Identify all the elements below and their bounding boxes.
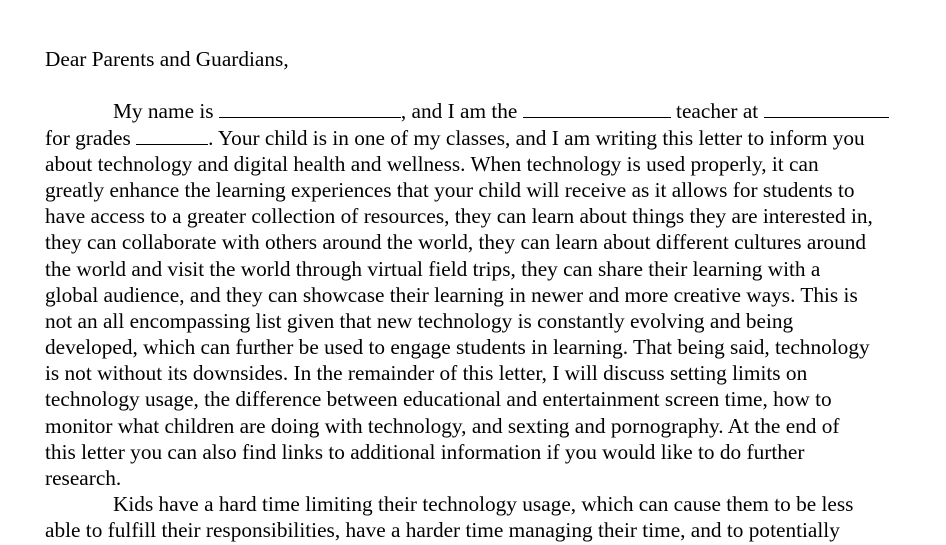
paragraph-line: Kids have a hard time limiting their technology usage, which can cause them to be less — [113, 492, 854, 517]
paragraph-line: have access to a greater collection of resources, they can learn about things they are interested in, — [45, 204, 873, 229]
paragraph-line: monitor what children are doing with technology, and sexting and pornography. At the end of — [45, 413, 840, 438]
paragraph-line: greatly enhance the learning experiences that your child will receive as it allows for students to — [45, 177, 855, 202]
paragraph-line — [45, 125, 940, 151]
blank-grades — [136, 126, 208, 145]
paragraph-line: they can collaborate with others around the world, they can learn about different cultures around — [45, 230, 867, 255]
paragraph-line: the world and visit the world through virtual field trips, they can share their learning with a — [45, 256, 821, 281]
paragraph-line: this letter you can also find links to additional information if you would like to do further — [45, 439, 805, 464]
blank-school — [764, 99, 889, 118]
text-for-grades: for grades — [45, 125, 137, 150]
text-and-i-am-the: , and I am the — [400, 99, 523, 124]
text-teacher-at: teacher at — [670, 99, 764, 124]
blank-teacher-name — [219, 99, 401, 118]
paragraph-line: able to fulfill their responsibilities, have a harder time managing their time, and to potentially — [45, 518, 840, 543]
paragraph-line: is not without its downsides. In the remainder of this letter, I will discuss setting limits on — [45, 361, 808, 386]
paragraph-introduction — [45, 98, 940, 491]
letter-body — [45, 46, 940, 544]
paragraph-line: about technology and digital health and wellness. When technology is used properly, it can — [45, 151, 819, 176]
paragraph-line: technology usage, the difference between educational and entertainment screen time, how to — [45, 387, 832, 412]
blank-subject — [523, 99, 671, 118]
paragraph-line: global audience, and they can showcase their learning in newer and more creative ways. This is — [45, 282, 858, 307]
paragraph-line: not an all encompassing list given that new technology is constantly evolving and being — [45, 308, 794, 333]
letter-salutation: Dear Parents and Guardians, — [45, 47, 289, 71]
text-your-child: . Your child is in one of my classes, and I am writing this letter to inform you — [208, 125, 865, 150]
paragraph-line — [45, 98, 940, 124]
paragraph-line: research. — [45, 466, 122, 490]
text-my-name-is: My name is — [113, 99, 219, 124]
paragraph-technology-limits — [45, 491, 940, 543]
paragraph-line: developed, which can further be used to engage students in learning. That being said, technology — [45, 335, 870, 360]
